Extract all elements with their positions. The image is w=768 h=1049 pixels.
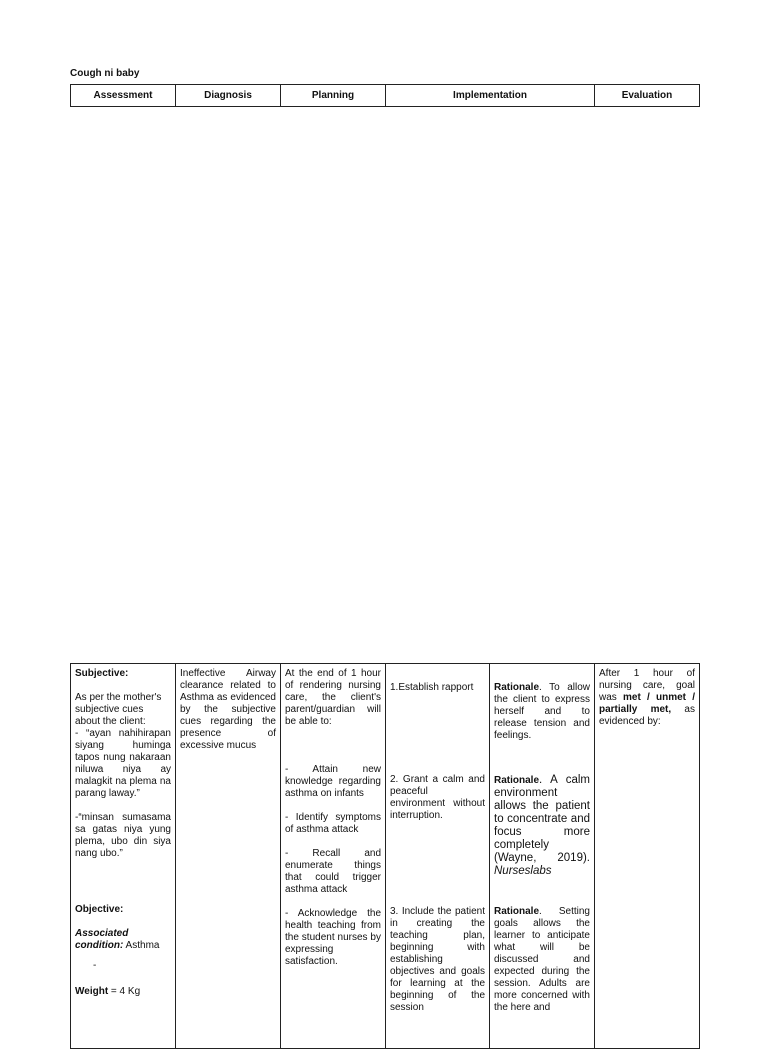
rationale-text-1: . To allow the client to express herself and to release tension and feelings. [494,682,590,741]
subjective-quote-1: - “ayan nahihirapan siyang huminga tapos nung nakaraan niluwa niya ay malagkit na plema na parang laway.” [75,728,171,799]
associated-condition [75,928,171,952]
objective-label: Objective: [75,904,124,915]
implementation-cell [386,664,490,1049]
subjective-quote-2: -“minsan sumasama sa gatas niya yung plema, ubo din siya nang ubo.” [75,812,171,859]
care-plan-table [70,663,700,1049]
header-assessment: Assessment [71,85,176,107]
header-evaluation: Evaluation [595,85,700,107]
document-title: Cough ni baby [70,68,140,79]
diagnosis-text: Ineffective Airway clearance related to Asthma as evidenced by the subjective cues regarding the presence of excessive mucus [180,668,276,751]
planning-cell [281,664,386,1049]
rationale-label-1: Rationale [494,682,540,693]
objective-dash: - [93,960,97,971]
implementation-item-2: 2. Grant a calm and peaceful environment without interruption. [390,774,485,821]
evaluation-pre: After 1 hour of nursing care, goal was [599,668,695,703]
assessment-cell [71,664,176,1049]
subjective-label: Subjective: [75,668,129,679]
rationale-3 [494,906,590,1014]
rationale-text-2: . A calm environment allows the patient to concentrate and focus more completely (Wayne, 2019). [494,774,590,864]
weight-label: Weight [75,986,109,997]
rationale-label-2: Rationale [494,775,540,786]
planning-goal-4: - Acknowledge the health teaching from the student nurses by expressing satisfaction. [285,908,381,967]
evaluation-cell [595,664,700,1049]
header-implementation: Implementation [386,85,595,107]
diagnosis-cell [176,664,281,1049]
evaluation-status: met / unmet / partially met, [599,692,695,715]
rationale-text-3: . Setting goals allows the learner to anticipate what will be discussed and expected during the session. Adults are more concerned with the here and [494,906,590,1013]
header-diagnosis: Diagnosis [176,85,281,107]
weight-line [75,986,171,998]
rationale-label-3: Rationale [494,906,540,917]
planning-goal-1: - Attain new knowledge regarding asthma on infants [285,764,381,799]
planning-intro: At the end of 1 hour of rendering nursing care, the client's parent/guardian will be able to: [285,668,381,727]
evaluation-post: as evidenced by: [599,704,695,727]
implementation-item-1: 1.Establish rapport [390,682,474,693]
associated-label: Associated condition: [75,928,129,951]
implementation-item-3: 3. Include the patient in creating the teaching plan, beginning with establishing objectives and goals for learning at the beginning of the session [390,906,485,1013]
evaluation-text [599,668,695,728]
rationale-2 [494,774,590,878]
planning-goal-3: - Recall and enumerate things that could trigger asthma attack [285,848,381,895]
care-plan-header [70,84,700,107]
header-planning: Planning [281,85,386,107]
rationale-1 [494,682,590,742]
associated-value: Asthma [123,940,160,951]
rationale-cell [490,664,595,1049]
weight-value: = 4 Kg [108,986,141,997]
planning-goal-2: - Identify symptoms of asthma attack [285,812,381,835]
rationale-source: Nurseslabs [494,865,552,877]
subjective-intro: As per the mother's subjective cues about the client: [75,692,162,727]
